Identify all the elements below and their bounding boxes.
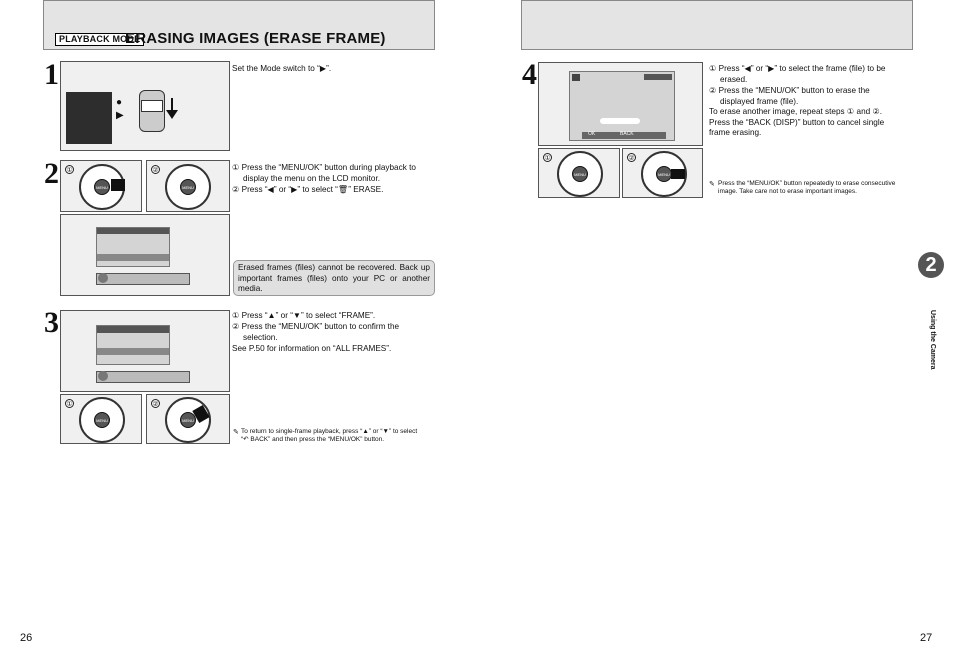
step2-line-1: ① Press the “MENU/OK” button during playback to [232, 163, 416, 172]
step2-button-illustration-1 [60, 160, 142, 212]
step4-line-2: erased. [720, 75, 748, 84]
ok-label: OK [588, 131, 596, 137]
step3-tip-line-2: “↶ BACK” and then press the “MENU/OK” button. [241, 436, 385, 443]
press-arrow-icon [671, 169, 685, 179]
step4-line-7: frame erasing. [709, 128, 762, 137]
step1-text: Set the Mode switch to “▶”. [232, 64, 332, 73]
step2-line-2: display the menu on the LCD monitor. [243, 174, 380, 183]
frame-erase-icon [98, 371, 108, 381]
erase-frame-icon [572, 74, 580, 81]
step3-lcd-illustration [60, 310, 230, 392]
frame-icon-bar [96, 371, 190, 383]
step-number-3: 3 [44, 306, 59, 339]
menu-ok-button-4: MENU [180, 412, 196, 428]
down-arrow-icon [166, 110, 178, 119]
tip-icon: ✎ [709, 181, 715, 188]
step2-line-3: ② Press “◀” or “▶” to select “🗑” ERASE. [232, 185, 384, 194]
step-number-2: 2 [44, 157, 59, 190]
frame-menu-screen [96, 325, 170, 365]
step4-button-illustration-2 [622, 148, 703, 198]
frame-menu-title [97, 326, 169, 333]
erase-confirm-bar [600, 118, 640, 124]
circled-2: ② [152, 167, 159, 174]
camera-lcd-screen [66, 92, 112, 144]
step1-camera-illustration [60, 61, 230, 151]
menu-selected-row [97, 254, 169, 261]
warning-note-text: Erased frames (files) cannot be recovered. Back up important frames (files) onto your PC or another media. [238, 263, 430, 293]
circled-2: ② [152, 401, 159, 408]
erase-frame-screen [569, 71, 675, 141]
camera-mode-icon: ● [116, 97, 123, 108]
step4-tip-line-1: Press the “MENU/OK” button repeatedly to erase consecutive [718, 180, 896, 187]
step3-button-illustration-1 [60, 394, 142, 444]
step3-line-3: selection. [243, 333, 278, 342]
chapter-label: Using the Camera [929, 310, 936, 370]
frame-menu-selected [97, 348, 169, 355]
frame-counter-box [644, 74, 672, 80]
step3-button-illustration-2 [146, 394, 230, 444]
menu-icon-bar [96, 273, 190, 285]
step4-lcd-illustration [538, 62, 703, 146]
step2-lcd-illustration [60, 214, 230, 296]
circled-2: ② [628, 155, 635, 162]
page-number-right: 27 [920, 632, 933, 644]
circled-1: ① [544, 155, 551, 162]
arrow-shaft [171, 98, 173, 111]
step-number-4: 4 [522, 58, 537, 91]
circled-1: ① [66, 401, 73, 408]
step3-line-1: ① Press “▲” or “▼” to select “FRAME”. [232, 311, 376, 320]
step4-line-4: displayed frame (file). [720, 97, 799, 106]
step4-line-5: To erase another image, repeat steps ① and ②. [709, 107, 883, 116]
menu-ok-button-1: MENU [94, 179, 110, 195]
step4-tip-line-2: image. Take care not to erase important images. [718, 188, 857, 195]
step4-button-illustration-1 [538, 148, 620, 198]
step3-line-4: See P.50 for information on “ALL FRAMES”. [232, 344, 392, 353]
menu-ok-button-3: MENU [94, 412, 110, 428]
mode-switch-knob [141, 100, 163, 112]
step3-tip-line-1: To return to single-frame playback, press “▲” or “▼” to select [241, 428, 418, 435]
step2-button-illustration-2 [146, 160, 230, 212]
step3-line-2: ② Press the “MENU/OK” button to confirm the [232, 322, 400, 331]
circled-1: ① [66, 167, 73, 174]
chapter-badge: 2 [918, 252, 944, 278]
menu-ok-button-6: MENU [656, 166, 672, 182]
back-label: BACK [620, 131, 634, 137]
menu-ok-button-2: MENU [180, 179, 196, 195]
tip-icon: ✎ [233, 429, 239, 436]
playback-mode-icon: ▶ [116, 110, 124, 121]
page-title: ERASING IMAGES (ERASE FRAME) [125, 30, 386, 47]
erase-icon-selected [98, 273, 108, 283]
menu-title-bar [97, 228, 169, 234]
page-number-left: 26 [20, 632, 33, 644]
step-number-1: 1 [44, 58, 59, 91]
step4-line-3: ② Press the “MENU/OK” button to erase the [709, 86, 870, 95]
step4-line-1: ① Press “◀” or “▶” to select the frame (file) to be [709, 64, 886, 73]
playback-mode-badge: PLAYBACK MODE [55, 33, 144, 46]
right-header-bar [521, 0, 913, 50]
step4-line-6: Press the “BACK (DISP)” button to cancel single [709, 118, 885, 127]
menu-screen [96, 227, 170, 267]
press-arrow-icon [111, 179, 125, 191]
menu-ok-button-5: MENU [572, 166, 588, 182]
